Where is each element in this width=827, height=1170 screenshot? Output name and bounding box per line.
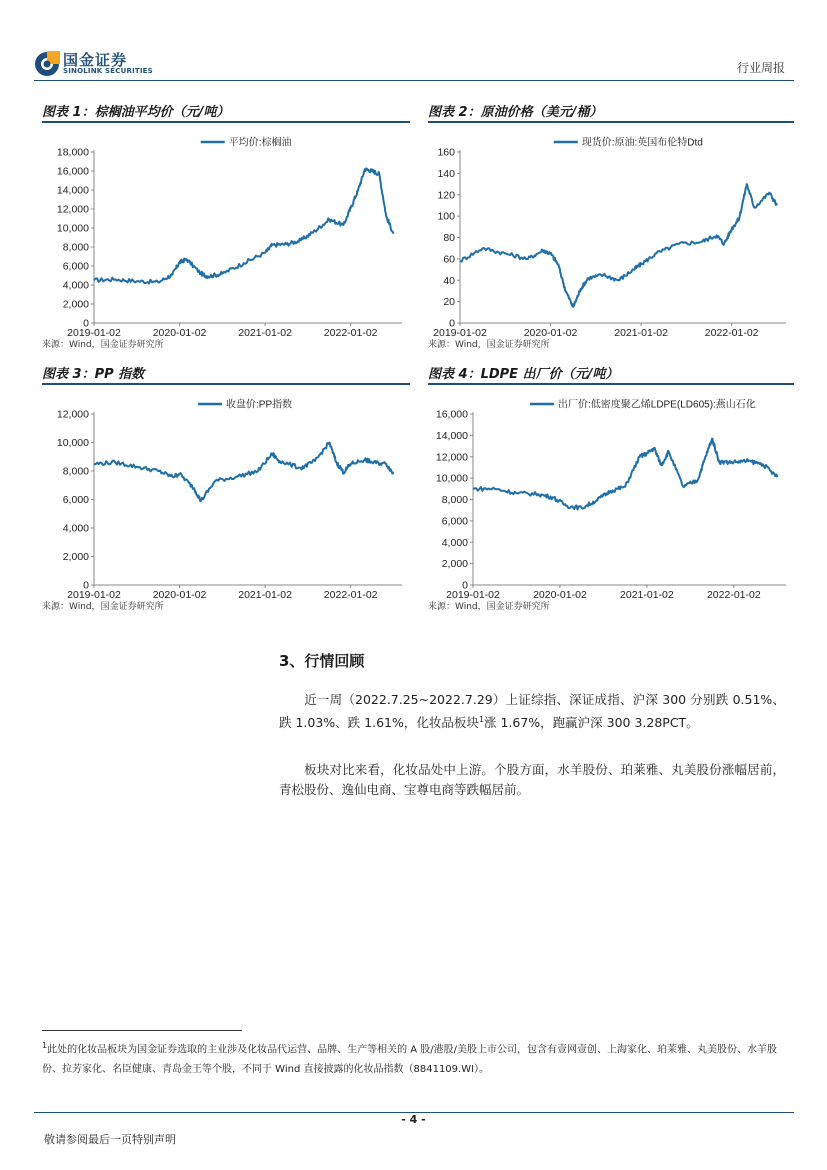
series-line	[460, 184, 777, 307]
report-type: 行业周报	[736, 61, 785, 75]
legend-label: 出厂价:低密度聚乙烯LDPE(LD605):燕山石化	[558, 399, 756, 411]
x-tick-label: 2021-01-02	[238, 589, 292, 601]
footnote-text: 此处的化妆品板块为国金证券选取的主业涉及化妆品代运营、品牌、生产等相关的 A 股/港股/美股上市公司，包含有壹网壹创、上海家化、珀莱雅、丸美股份、水羊股份、拉芳家化、名臣健康、青岛金王等个股，不同于 Wind 直接披露的化妆品指数（8841109.WI）。	[42, 1044, 778, 1076]
x-tick-label: 2019-01-02	[67, 589, 121, 601]
x-tick-label: 2022-01-02	[704, 327, 759, 339]
section-title: 3、行情回顾	[279, 652, 365, 670]
y-tick-label: 80	[443, 232, 455, 244]
figure-4-rule	[428, 383, 794, 385]
figure-2-title: 图表 2：原油价格（美元/桶）	[428, 105, 603, 120]
x-tick-label: 2021-01-02	[238, 327, 292, 339]
x-tick-label: 2021-01-02	[614, 327, 668, 339]
x-tick-label: 2020-01-02	[523, 327, 578, 339]
figure-1-title: 图表 1：棕榈油平均价（元/吨）	[42, 105, 230, 120]
y-tick-label: 16,000	[435, 408, 468, 421]
legend-label: 收盘价:PP指数	[226, 399, 293, 411]
figure-4-chart	[428, 392, 794, 601]
paragraph-sector-comparison-text: 板块对比来看，化妆品处中上游。个股方面，水羊股份、珀莱雅、丸美股份涨幅居前，青松股份、逸仙电商、宝尊电商等跌幅居前。	[279, 762, 785, 797]
header-divider	[34, 80, 794, 81]
y-tick-label: 10,000	[56, 437, 89, 449]
y-tick-label: 140	[437, 167, 455, 180]
y-tick-label: 14,000	[435, 429, 468, 442]
y-tick-label: 0	[449, 317, 455, 330]
x-tick-label: 2019-01-02	[67, 327, 121, 339]
footnote-reference: 1	[478, 715, 484, 724]
y-tick-label: 8,000	[62, 465, 89, 478]
y-tick-label: 160	[437, 146, 455, 159]
footnote-divider	[42, 1030, 242, 1031]
y-tick-label: 10,000	[435, 472, 468, 485]
series-line	[94, 443, 393, 502]
y-tick-label: 0	[83, 317, 89, 330]
figure-3-rule	[42, 383, 410, 385]
y-tick-label: 6,000	[62, 494, 89, 506]
figure-3-title: 图表 3：PP 指数	[42, 367, 145, 382]
footnote-mark: 1	[42, 1041, 48, 1050]
figure-4-source: 来源：Wind，国金证券研究所	[428, 602, 550, 612]
figure-2-source: 来源：Wind，国金证券研究所	[428, 340, 550, 350]
y-tick-label: 2,000	[441, 558, 468, 571]
y-tick-label: 4,000	[62, 522, 89, 535]
figure-3-chart	[42, 392, 410, 601]
x-tick-label: 2022-01-02	[706, 589, 761, 601]
y-tick-label: 120	[437, 189, 455, 202]
legend-label: 现货价:原油:英国布伦特Dtd	[581, 137, 703, 149]
y-tick-label: 8,000	[441, 494, 468, 506]
y-tick-label: 12,000	[56, 408, 89, 421]
y-tick-label: 60	[443, 253, 455, 266]
y-tick-label: 12,000	[435, 451, 468, 464]
x-tick-label: 2019-01-02	[446, 589, 500, 601]
x-tick-label: 2020-01-02	[152, 589, 207, 601]
y-tick-label: 20	[443, 296, 455, 309]
footnote	[42, 1036, 792, 1080]
series-line	[473, 439, 777, 510]
logo-chinese-name: 国金证券	[63, 51, 128, 69]
y-tick-label: 4,000	[441, 536, 468, 549]
figure-1-source: 来源：Wind，国金证券研究所	[42, 340, 164, 350]
x-tick-label: 2022-01-02	[323, 589, 378, 601]
figure-2-rule	[428, 121, 794, 123]
y-tick-label: 4,000	[62, 279, 89, 292]
x-tick-label: 2019-01-02	[433, 327, 487, 339]
x-tick-label: 2022-01-02	[323, 327, 378, 339]
y-tick-label: 100	[437, 210, 455, 223]
x-tick-label: 2020-01-02	[533, 589, 587, 601]
y-tick-label: 6,000	[441, 515, 468, 528]
figure-1-chart	[42, 130, 410, 339]
y-tick-label: 18,000	[56, 146, 89, 159]
figure-1-rule	[42, 121, 410, 123]
paragraph-market-review	[279, 690, 785, 733]
y-tick-label: 10,000	[56, 222, 89, 235]
figure-2-chart	[428, 130, 794, 339]
paragraph-market-review-text-a: 近一周（2022.7.25~2022.7.29）上证综指、深证成指、沪深 300 分别跌 0.51%、跌 1.03%、跌 1.61%，化妆品板块	[279, 692, 785, 731]
y-tick-label: 6,000	[62, 260, 89, 273]
footer-disclaimer: 敬请参阅最后一页特别声明	[44, 1133, 176, 1146]
y-tick-label: 0	[462, 579, 468, 592]
logo-english-name: SINOLINK SECURITIES	[63, 67, 153, 75]
figure-3-source: 来源：Wind，国金证券研究所	[42, 602, 164, 612]
y-tick-label: 0	[83, 579, 89, 592]
figure-4-title: 图表 4：LDPE 出厂价（元/吨）	[428, 367, 619, 382]
paragraph-market-review-text-b: 涨 1.67%，跑赢沪深 300 3.28PCT。	[483, 715, 699, 731]
company-logo-icon	[34, 51, 60, 77]
y-tick-label: 8,000	[62, 241, 89, 254]
y-tick-label: 2,000	[62, 298, 89, 311]
x-tick-label: 2021-01-02	[620, 589, 674, 601]
y-tick-label: 14,000	[56, 184, 89, 197]
paragraph-sector-comparison	[279, 760, 785, 800]
y-tick-label: 12,000	[56, 203, 89, 216]
y-tick-label: 2,000	[62, 551, 89, 563]
legend-label: 平均价:棕榈油	[228, 137, 292, 149]
x-tick-label: 2020-01-02	[152, 327, 207, 339]
y-tick-label: 40	[443, 274, 455, 287]
page-number: - 4 -	[401, 1113, 426, 1126]
series-line	[94, 168, 393, 283]
y-tick-label: 16,000	[56, 165, 89, 178]
